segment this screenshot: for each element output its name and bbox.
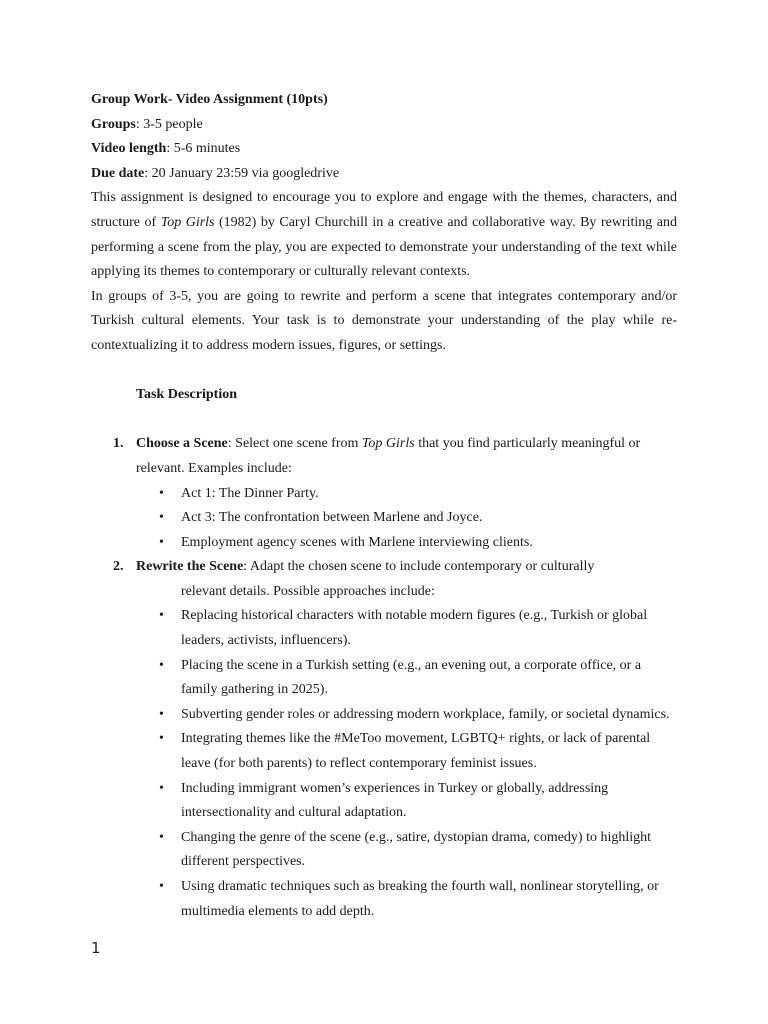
task-label: Choose a Scene xyxy=(136,436,228,452)
groups-label: Groups xyxy=(91,116,136,132)
assignment-title: Group Work- Video Assignment (10pts) xyxy=(91,92,328,107)
task-description-heading: Task Description xyxy=(136,387,238,403)
task-item-rewrite-scene: 2. Rewrite the Scene: Adapt the chosen scene to include contemporary or culturally relevant details. Possible approaches include: • Replacing historical characters with notable modern figures (e.g., Turkish or global leaders, activists, influencers). • Placing the scene in a Turkish setting (e.g., an evening out, a corporate office, or a family gathering in 2025). • Subverting gender roles or addressing modern workplace, family, or societal dynamics. • Integrating themes like the #MeToo movement, LGBTQ+ rights, or lack of parental leave (for both parents) to reflect contemporary feminist issues. • Including immigrant women’s experiences in Turkey or globally, addressing intersectionality and cultural adaptation. • Changing the genre of the scene (e.g., satire, dystopian drama, comedy) to highlight different perspectives. • Using dramatic techniques such as breaking the fourth wall, nonlinear storytelling, or multimedia elements to add depth. xyxy=(91,555,677,924)
list-item: • Placing the scene in a Turkish setting (e.g., an evening out, a corporate office, or a family gathering in 2025). xyxy=(136,654,677,703)
bullet-icon: • xyxy=(159,608,164,624)
page-number: 1 xyxy=(91,939,101,957)
intro-paragraph-1: This assignment is designed to encourage you to explore and engage with the themes, characters, and structure of Top Girls (1982) by Caryl Churchill in a creative and collaborative way. By rewriting and performing a scene from the play, you are expected to demonstrate your understanding of the text while applying its themes to contemporary or culturally relevant contexts. xyxy=(91,190,677,280)
list-item: • Replacing historical characters with notable modern figures (e.g., Turkish or global leaders, activists, influencers). xyxy=(136,604,677,653)
due-date-line xyxy=(91,162,677,187)
video-length-value: : 5-6 minutes xyxy=(166,141,241,157)
bullet-icon: • xyxy=(159,879,164,894)
intro-paragraph-2: In groups of 3-5, you are going to rewrite and perform a scene that integrates contemporary and/or Turkish cultural elements. Your task is to demonstrate your understanding of the play while re-contextualizing it to address modern issues, figures, or settings. xyxy=(91,288,677,353)
list-item: • Integrating themes like the #MeToo movement, LGBTQ+ rights, or lack of parental leave (for both parents) to reflect contemporary feminist issues. xyxy=(136,727,677,776)
bullet-icon: • xyxy=(159,706,164,722)
groups-line xyxy=(91,113,677,138)
task-item-choose-scene: 1. Choose a Scene: Select one scene from Top Girls that you find particularly meaningful or relevant. Examples include: • Act 1: The Dinner Party. • Act 3: The confrontation between Marlene and Joyce. • Employment agency scenes with Marlene interviewing clients. xyxy=(91,432,677,555)
list-item: • Act 3: The confrontation between Marlene and Joyce. xyxy=(136,506,677,531)
video-length-label: Video length xyxy=(91,141,167,157)
list-item: • Subverting gender roles or addressing modern workplace, family, or societal dynamics. xyxy=(136,703,677,728)
bullet-icon: • xyxy=(159,485,164,501)
play-title: Top Girls xyxy=(160,214,215,230)
bullet-icon: • xyxy=(159,731,164,747)
list-item: • Employment agency scenes with Marlene interviewing clients. xyxy=(136,531,677,556)
groups-value: : 3-5 people xyxy=(135,116,203,132)
task-label: Rewrite the Scene xyxy=(136,559,244,575)
list-item: • Using dramatic techniques such as breaking the fourth wall, nonlinear storytelling, or multimedia elements to add depth. xyxy=(136,875,677,924)
bullet-icon: • xyxy=(159,829,164,845)
task-number: 1. xyxy=(113,436,124,452)
bullet-icon: • xyxy=(159,780,164,796)
play-title: Top Girls xyxy=(361,436,415,452)
bullet-icon: • xyxy=(159,534,164,550)
document-body xyxy=(91,88,677,924)
task-number: 2. xyxy=(113,559,124,575)
task-list xyxy=(91,432,677,924)
video-length-line xyxy=(91,137,677,162)
bullet-icon: • xyxy=(159,657,164,673)
list-item: • Including immigrant women’s experiences in Turkey or globally, addressing intersectionality and cultural adaptation. xyxy=(136,777,677,826)
list-item: • Act 1: The Dinner Party. xyxy=(136,482,677,507)
due-date-label: Due date xyxy=(91,165,145,181)
blank-line xyxy=(91,408,677,433)
bullet-icon: • xyxy=(159,510,164,526)
blank-line xyxy=(91,359,677,384)
due-date-value: : 20 January 23:59 via googledrive xyxy=(144,165,340,181)
approaches-list xyxy=(136,604,677,924)
list-item: • Changing the genre of the scene (e.g., satire, dystopian drama, comedy) to highlight different perspectives. xyxy=(136,826,677,875)
scene-examples-list xyxy=(136,482,677,556)
